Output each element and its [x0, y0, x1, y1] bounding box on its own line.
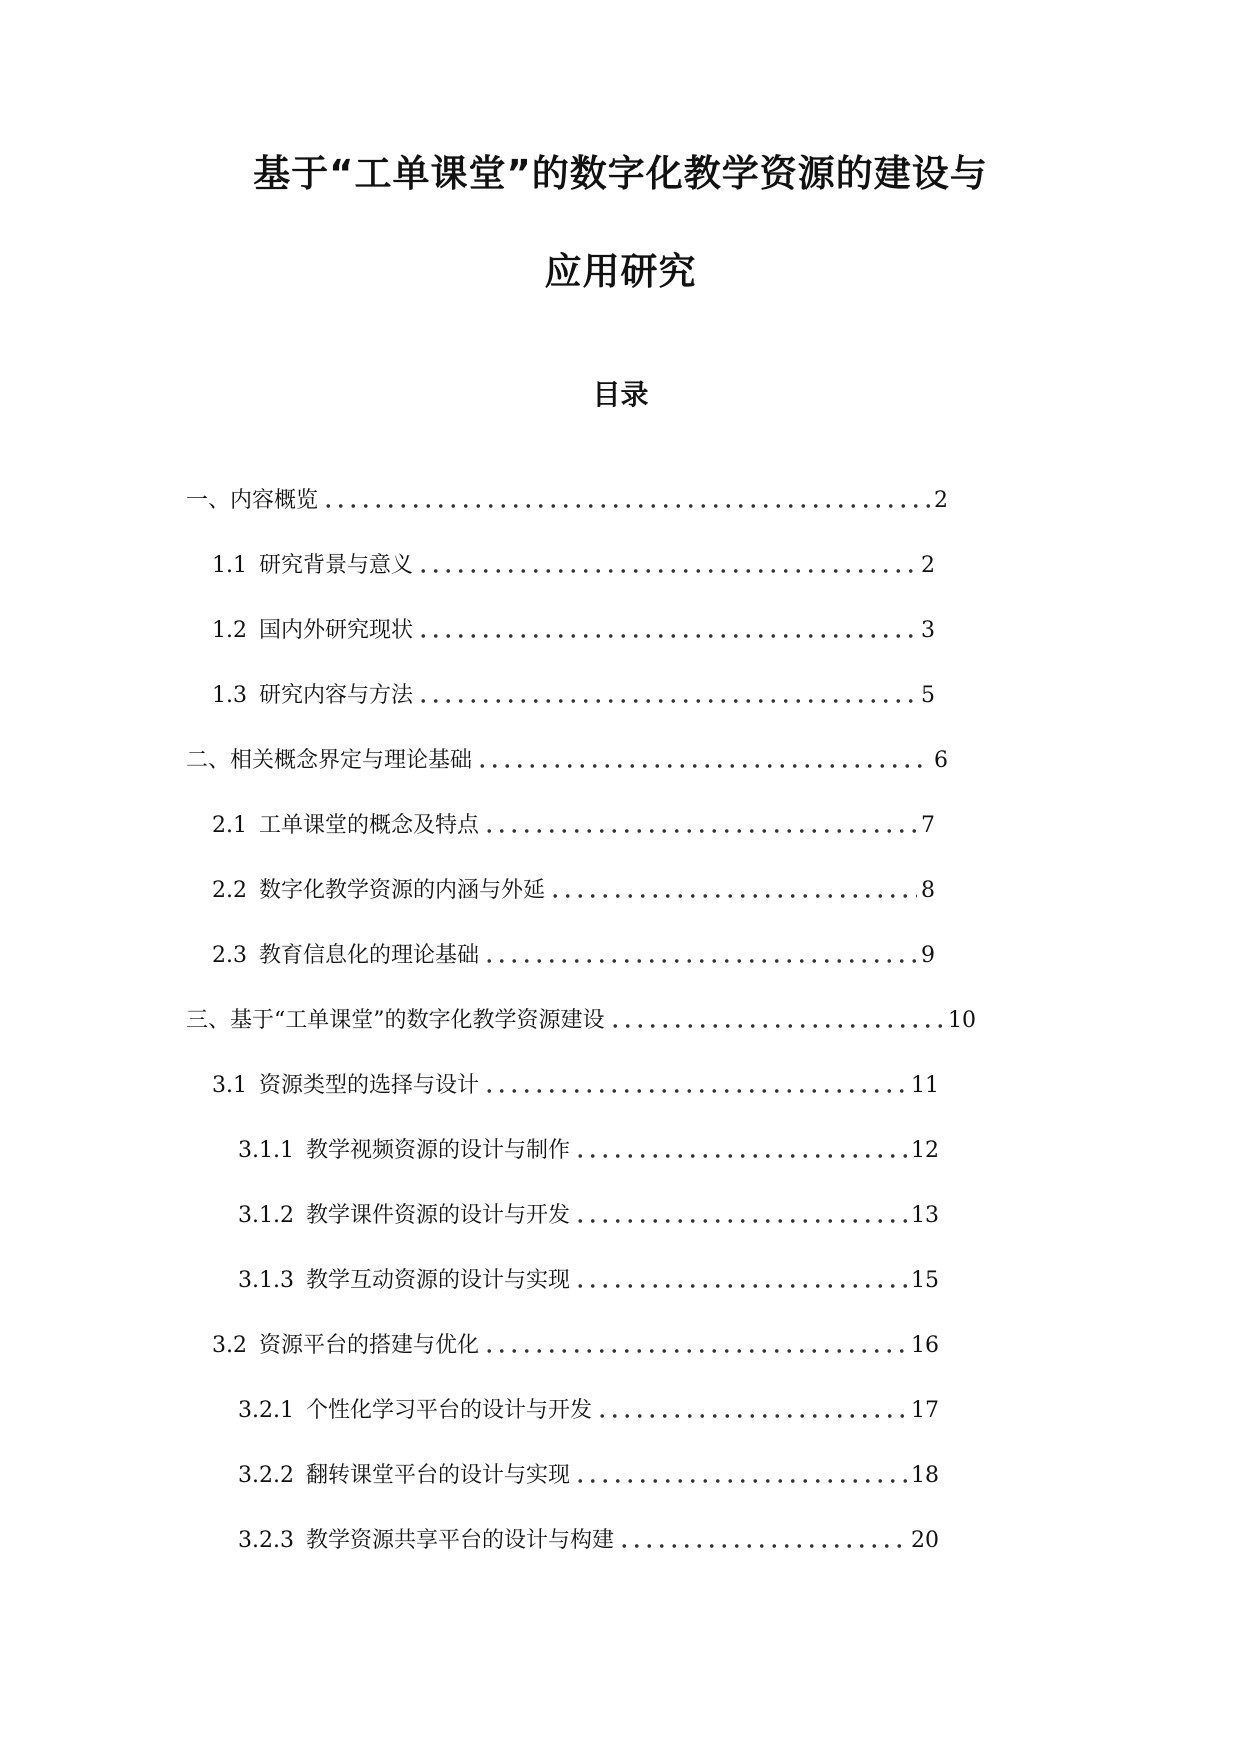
toc-entry-number: 2.1 [212, 813, 247, 838]
toc-entry-label: 教育信息化的理论基础 [259, 943, 480, 968]
toc-entry-number: 3.1.3 [238, 1268, 294, 1293]
toc-entry-level-2[interactable] [212, 1331, 939, 1361]
toc-dot-leader [609, 1024, 945, 1028]
toc-entry-page-number: 3 [921, 618, 935, 643]
toc-entry-number: 1.2 [212, 618, 247, 643]
toc-dot-leader [574, 1219, 907, 1223]
toc-entry-level-1[interactable] [186, 746, 948, 776]
toc-entry-page-number: 10 [948, 1008, 976, 1033]
toc-entry-label: 一、内容概览 [186, 488, 319, 513]
toc-dot-leader [549, 894, 917, 898]
toc-entry-label: 个性化学习平台的设计与开发 [305, 1398, 592, 1423]
toc-entry-number: 1.1 [212, 553, 247, 578]
toc-entry-level-2[interactable] [212, 811, 935, 841]
toc-dot-leader [417, 569, 917, 573]
toc-entry-label: 教学课件资源的设计与开发 [305, 1203, 570, 1228]
toc-dot-leader [483, 1349, 907, 1353]
toc-entry-page-number: 2 [921, 553, 935, 578]
toc-entry-level-3[interactable] [238, 1201, 939, 1231]
toc-entry-number: 2.2 [212, 878, 247, 903]
toc-entry-page-number: 20 [911, 1528, 939, 1553]
toc-entry-number: 3.2 [212, 1333, 247, 1358]
toc-dot-leader [417, 699, 917, 703]
toc-entry-page-number: 9 [921, 943, 935, 968]
toc-entry-label: 研究内容与方法 [259, 683, 414, 708]
toc-entry-number: 3.2.3 [238, 1528, 294, 1553]
toc-entry-number: 3.2.2 [238, 1463, 294, 1488]
toc-entry-page-number: 13 [911, 1203, 939, 1228]
toc-entry-level-2[interactable] [212, 941, 935, 971]
toc-entry-page-number: 18 [911, 1463, 939, 1488]
toc-entry-label: 数字化教学资源的内涵与外延 [259, 878, 546, 903]
document-title-line-2: 应用研究 [544, 250, 697, 293]
toc-dot-leader [483, 829, 917, 833]
toc-entry-page-number: 12 [911, 1138, 939, 1163]
toc-entry-level-3[interactable] [238, 1266, 939, 1296]
toc-entry-page-number: 2 [934, 488, 948, 513]
toc-heading: 目录 [592, 378, 649, 411]
toc-entry-page-number: 8 [921, 878, 935, 903]
toc-dot-leader [596, 1414, 907, 1418]
toc-entry-number: 1.3 [212, 683, 247, 708]
toc-entry-page-number: 17 [911, 1398, 939, 1423]
toc-entry-number: 3.1.1 [238, 1138, 294, 1163]
toc-dot-leader [322, 504, 930, 508]
toc-entry-number: 3.1.2 [238, 1203, 294, 1228]
toc-entry-page-number: 11 [911, 1073, 939, 1098]
toc-entry-label: 三、基于“工单课堂”的数字化教学资源建设 [186, 1008, 605, 1033]
toc-entry-label: 工单课堂的概念及特点 [259, 813, 480, 838]
toc-dot-leader [574, 1284, 907, 1288]
toc-entry-label: 资源平台的搭建与优化 [259, 1333, 480, 1358]
toc-dot-leader [476, 764, 930, 768]
toc-entry-number: 3.1 [212, 1073, 247, 1098]
toc-entry-label: 二、相关概念界定与理论基础 [186, 748, 473, 773]
toc-entry-level-3[interactable] [238, 1136, 939, 1166]
toc-entry-level-2[interactable] [212, 876, 935, 906]
toc-entry-level-3[interactable] [238, 1526, 939, 1556]
toc-entry-label: 研究背景与意义 [259, 553, 414, 578]
toc-entry-number: 3.2.1 [238, 1398, 294, 1423]
toc-entry-level-2[interactable] [212, 1071, 939, 1101]
toc-entry-level-3[interactable] [238, 1461, 939, 1491]
toc-entry-level-2[interactable] [212, 681, 935, 711]
toc-dot-leader [574, 1154, 907, 1158]
toc-dot-leader [483, 1089, 907, 1093]
toc-entry-label: 教学视频资源的设计与制作 [305, 1138, 570, 1163]
toc-dot-leader [618, 1544, 907, 1548]
toc-dot-leader [417, 634, 917, 638]
toc-entry-level-1[interactable] [186, 1006, 976, 1036]
toc-entry-label: 教学互动资源的设计与实现 [305, 1268, 570, 1293]
toc-entry-page-number: 15 [911, 1268, 939, 1293]
toc-entry-label: 翻转课堂平台的设计与实现 [305, 1463, 570, 1488]
toc-dot-leader [574, 1479, 907, 1483]
toc-entry-level-2[interactable] [212, 551, 935, 581]
toc-dot-leader [483, 959, 917, 963]
document-title-line-1: 基于“工单课堂”的数字化教学资源的建设与 [253, 152, 988, 195]
toc-entry-label: 资源类型的选择与设计 [259, 1073, 480, 1098]
toc-entry-page-number: 7 [921, 813, 935, 838]
toc-entry-number: 2.3 [212, 943, 247, 968]
toc-entry-label: 国内外研究现状 [259, 618, 414, 643]
toc-entry-level-3[interactable] [238, 1396, 939, 1426]
toc-entry-page-number: 16 [911, 1333, 939, 1358]
toc-entry-page-number: 5 [921, 683, 935, 708]
toc-entry-level-2[interactable] [212, 616, 935, 646]
toc-entry-label: 教学资源共享平台的设计与构建 [305, 1528, 614, 1553]
toc-entry-level-1[interactable] [186, 486, 948, 516]
toc-entry-page-number: 6 [934, 748, 948, 773]
